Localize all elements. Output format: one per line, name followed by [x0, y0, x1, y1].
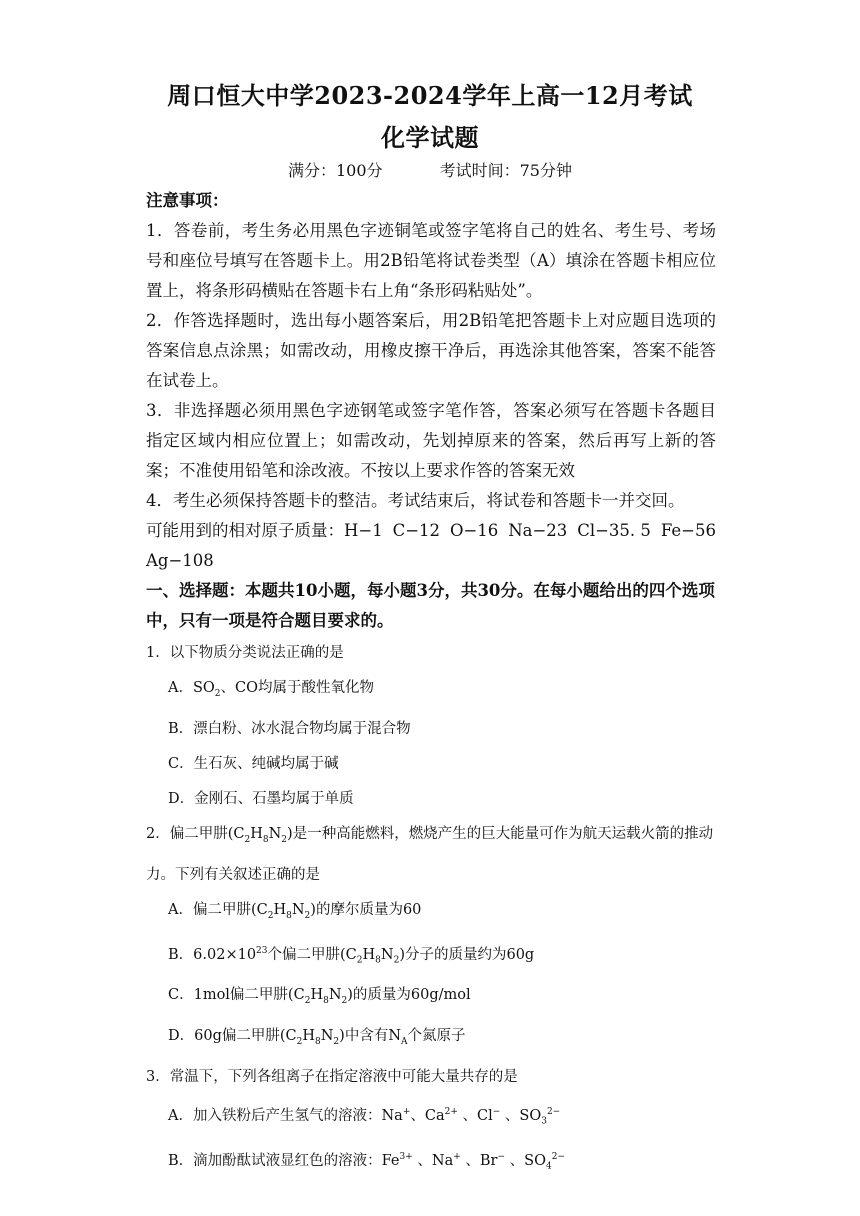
atomic-mass-na: Na−23: [508, 521, 568, 540]
section-heading: 一、选择题：本题共10小题，每小题3分，共30分。在每小题给出的四个选项中，只有一项是符合题目要求的。: [146, 581, 715, 630]
exam-title: 周口恒大中学2023-2024学年上高一12月考试: [167, 81, 693, 110]
atomic-mass-fe: Fe−56: [660, 521, 716, 540]
atomic-mass-o: O−16: [449, 521, 499, 540]
question-2-option-b: B．$6.02\times 10^{23}$个偏二甲肼$(C_2H_8N_2)$分子的质量约为60g: [168, 945, 535, 966]
question-1-option-a: A．$SO_2$、CO均属于酸性氧化物: [168, 680, 375, 699]
exam-body: [146, 186, 716, 1185]
note-item-3: 3．非选择题必须用黑色字迹钢笔或签字笔作答，答案必须写在答题卡各题目指定区域内相应位置上；如需改动，先划掉原来的答案，然后再写上新的答案；不准使用铅笔和涂改液。不按以上要求作答的答案无效: [146, 401, 716, 480]
question-1-option-b: B．漂白粉、冰水混合物均属于混合物: [168, 720, 411, 737]
exam-subtitle: 化学试题: [381, 123, 479, 152]
notes-heading: 注意事项：: [146, 191, 229, 210]
note-item-4: 4．考生必须保持答题卡的整洁。考试结束后，将试卷和答题卡一并交回。: [146, 491, 685, 510]
question-2-option-d: D．60g偏二甲肼$(C_2H_8N_2)$中含有$N_A$个氮原子: [168, 1028, 466, 1048]
question-1-option-d: D．金刚石、石墨均属于单质: [168, 790, 354, 807]
question-1-option-c: C．生石灰、纯碱均属于碱: [168, 755, 339, 772]
exam-meta: [0, 158, 860, 181]
question-3-option-b: B．滴加酚酞试液显红色的溶液：$Fe^{3+}$ 、Na+ 、Br− 、$SO_4^{2-}$: [168, 1151, 565, 1172]
question-1-stem: 1．以下物质分类说法正确的是: [146, 645, 344, 661]
question-2-option-c: C．1mol偏二甲肼$(C_2H_8N_2)$的质量为60g/mol: [168, 987, 471, 1007]
exam-time: 考试时间：75分钟: [439, 161, 572, 180]
atomic-mass-c: C−12: [392, 521, 441, 540]
note-item-1: 1．答卷前，考生务必用黑色字迹铜笔或签字笔将自己的姓名、考生号、考场号和座位号填写在答题卡上。用2B铅笔将试卷类型（A）填涂在答题卡相应位置上，将条形码横贴在答题卡右上角“条形码粘贴处”。: [146, 221, 716, 300]
atomic-mass-cl: Cl−35. 5: [577, 521, 651, 540]
question-3-stem: 3．常温下，下列各组离子在指定溶液中可能大量共存的是: [146, 1069, 518, 1086]
atomic-mass-label: 可能用到的相对原子质量：H−1: [146, 521, 383, 540]
atomic-mass-ag: Ag−108: [146, 551, 214, 570]
question-3-option-a: A．加入铁粉后产生氢气的溶液：Na+、$Ca^{2+}$ 、Cl− 、$SO_3^{2-}$: [168, 1107, 561, 1127]
question-2-option-a: A．偏二甲肼$(C_2H_8N_2)$的摩尔质量为60: [168, 901, 422, 921]
atomic-mass-line: [146, 516, 716, 546]
full-score: 满分：100分: [287, 161, 383, 180]
question-2-stem: 2．偏二甲肼$(C_2H_8N_2)$是一种高能燃料，燃烧产生的巨大能量可作为航天运载火箭的推动力。下列有关叙述正确的是: [146, 825, 714, 883]
note-item-2: 2．作答选择题时，选出每小题答案后，用2B铅笔把答题卡上对应题目选项的答案信息点涂黑；如需改动，用橡皮擦干净后，再选涂其他答案，答案不能答在试卷上。: [146, 311, 716, 390]
